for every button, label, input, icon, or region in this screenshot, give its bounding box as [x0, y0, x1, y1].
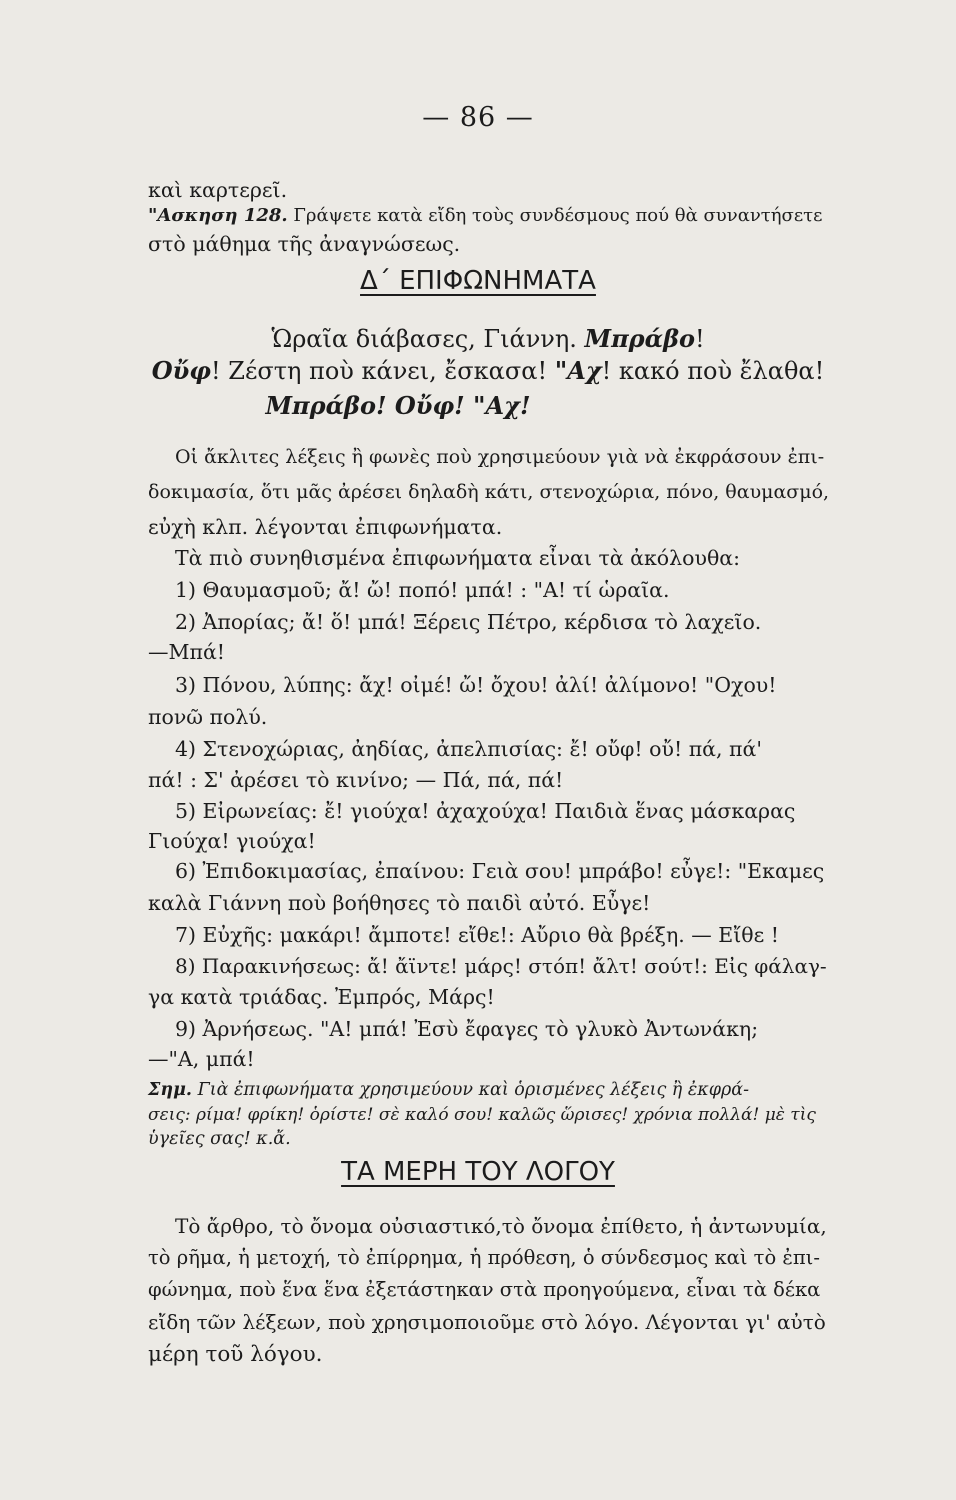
list-item: 2) Ἀπορίας; ἄ! ὅ! μπά! Ξέρεις Πέτρο, κέρδισα τὸ λαχεῖο. [175, 610, 762, 634]
list-item: 6) Ἐπιδοκιμασίας, ἐπαίνου: Γειὰ σου! μπράβο! εὖγε!: "Εκαμες [175, 859, 825, 883]
note-line: σεις: ρίμα! φρίκη! ὁρίστε! σὲ καλό σου! καλῶς ὥρισες! χρόνια πολλά! μὲ τὶς [148, 1105, 816, 1125]
note-line: ὑγεῖες σας! κ.ἄ. [148, 1129, 291, 1149]
text-line: στὸ μάθημα τῆς ἀναγνώσεως. [148, 232, 461, 256]
verse-line: Μπράβο! Οὔφ! "Αχ! [265, 391, 531, 420]
list-item: 8) Παρακινήσεως: ἄ! ἄϊντε! μάρς! στόπ! ἄλτ! σούτ!: Εἰς φάλαγ- [175, 954, 827, 978]
paragraph-line: εἴδη τῶν λέξεων, ποὺ χρησιμοποιοῦμε στὸ λόγο. Λέγονται γι' αὐτὸ [148, 1310, 826, 1334]
section-heading-interjections: Δ΄ ΕΠΙΦΩΝΗΜΑΤΑ [360, 266, 596, 296]
paragraph-line: φώνημα, ποὺ ἕνα ἕνα ἐξετάστηκαν στὰ προηγούμενα, εἶναι τὰ δέκα [148, 1278, 821, 1301]
list-item: Γιούχα! γιούχα! [148, 829, 316, 853]
paragraph-line: Τὰ πιὸ συνηθισμένα ἐπιφωνήματα εἶναι τὰ ἀκόλουθα: [175, 546, 741, 570]
list-item: 3) Πόνου, λύπης: ἄχ! οἰμέ! ὤ! ὄχου! ἀλί! ἀλίμονο! "Οχου! [175, 673, 777, 697]
text-line: καὶ καρτερεῖ. [148, 178, 288, 202]
paragraph-line: Τὸ ἄρθρο, τὸ ὄνομα οὐσιαστικό,τὸ ὄνομα ἐπίθετο, ἡ ἀντωνυμία, [175, 1214, 827, 1238]
list-item: πά! : Σ' ἀρέσει τὸ κινίνο; — Πά, πά, πά! [148, 768, 564, 792]
list-item: 1) Θαυμασμοῦ; ἄ! ὤ! ποπό! μπά! : "Α! τί ὡραῖα. [175, 578, 670, 602]
paragraph-line: δοκιμασία, ὅτι μᾶς ἀρέσει δηλαδὴ κάτι, στενοχώρια, πόνο, θαυμασμό, [148, 481, 830, 503]
note-line: Σημ. Γιὰ ἐπιφωνήματα χρησιμεύουν καὶ ὁρισμένες λέξεις ἢ ἐκφρά- [148, 1080, 749, 1100]
list-item: —"Α, μπά! [148, 1047, 255, 1071]
paragraph-line: τὸ ρῆμα, ἡ μετοχή, τὸ ἐπίρρημα, ἡ πρόθεση, ὁ σύνδεσμος καὶ τὸ ἐπι- [148, 1246, 820, 1269]
exercise-text: Γράψετε κατὰ εἴδη τοὺς συνδέσμους πού θὰ συναντήσετε [287, 205, 823, 226]
list-item: 5) Εἰρωνείας: ἔ! γιούχα! ἀχαχούχα! Παιδιὰ ἕνας μάσκαρας [175, 799, 796, 823]
list-item: γα κατὰ τριάδας. Ἐμπρός, Μάρς! [148, 985, 495, 1009]
list-item: πονῶ πολύ. [148, 705, 268, 729]
section-heading-parts-of-speech: ΤΑ ΜΕΡΗ ΤΟΥ ΛΟΓΟΥ [341, 1157, 615, 1187]
verse-line: Οὔφ! Ζέστη ποὺ κάνει, ἔσκασα! "Αχ! κακό ποὺ ἔλαθα! [151, 356, 825, 385]
verse-line: Ὡραῖα διάβασες, Γιάννη. Μπράβο! [271, 324, 705, 353]
note-label: Σημ. [148, 1080, 192, 1100]
paragraph-line: Οἱ ἄκλιτες λέξεις ἢ φωνὲς ποὺ χρησιμεύουν γιὰ νὰ ἐκφράσουν ἐπι- [175, 446, 825, 468]
list-item: 4) Στενοχώριας, ἀηδίας, ἀπελπισίας: ἔ! οὔφ! οὔ! πά, πά' [175, 737, 763, 761]
list-item: 9) Ἀρνήσεως. "Α! μπά! Ἐσὺ ἔφαγες τὸ γλυκὸ Ἀντωνάκη; [175, 1017, 759, 1041]
list-item: —Μπά! [148, 640, 226, 664]
list-item: καλὰ Γιάννη ποὺ βοήθησες τὸ παιδὶ αὐτό. Εὖγε! [148, 891, 651, 915]
exercise-label: "Ασκηση 128. [148, 205, 288, 226]
list-item: 7) Εὐχῆς: μακάρι! ἄμποτε! εἴθε!: Αὔριο θὰ βρέξη. — Εἴθε ! [175, 923, 780, 947]
paragraph-line: εὐχὴ κλπ. λέγονται ἐπιφωνήματα. [148, 515, 503, 539]
paragraph-line: μέρη τοῦ λόγου. [148, 1342, 323, 1367]
exercise-line [148, 205, 828, 227]
page-number: — 86 — [422, 102, 534, 133]
